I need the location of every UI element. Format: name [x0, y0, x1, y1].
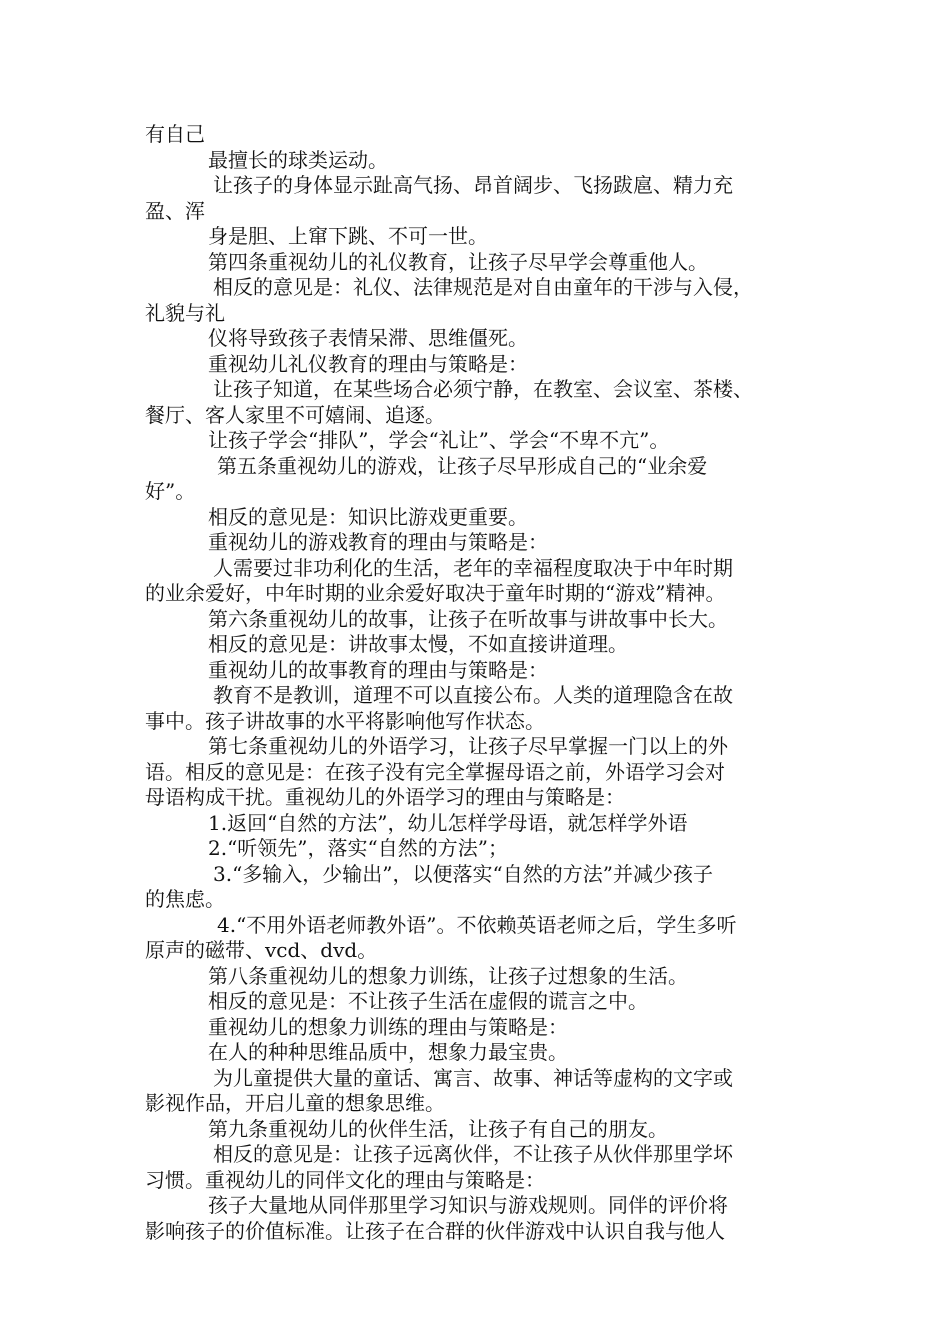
- text-line: 让孩子知道，在某些场合必须宁静，在教室、会议室、茶楼、: [213, 377, 753, 401]
- text-line: 有自己: [145, 122, 205, 146]
- text-line: 1.返回“自然的方法”，幼儿怎样学母语，就怎样学外语: [208, 810, 688, 835]
- text-line: 好”。: [145, 479, 196, 503]
- text-line: 第七条重视幼儿的外语学习，让孩子尽早掌握一门以上的外: [208, 734, 728, 758]
- document-body: [145, 122, 815, 1244]
- text-line: 的焦虑。: [145, 887, 225, 911]
- text-line: 2.“听领先”，落实“自然的方法”；: [208, 836, 508, 860]
- text-line: 相反的意见是：礼仪、法律规范是对自由童年的干涉与入侵，: [213, 275, 753, 299]
- text-line: 习惯。重视幼儿的同伴文化的理由与策略是：: [145, 1167, 545, 1192]
- text-line: 为儿童提供大量的童话、寓言、故事、神话等虚构的文字或: [213, 1065, 733, 1090]
- text-line: 身是胆、上窜下跳、不可一世。: [208, 224, 488, 248]
- text-line: 餐厅、客人家里不可嬉闹、追逐。: [145, 402, 445, 427]
- text-line: 第四条重视幼儿的礼仪教育，让孩子尽早学会尊重他人。: [208, 249, 708, 274]
- text-line: 重视幼儿的想象力训练的理由与策略是：: [208, 1014, 568, 1039]
- text-line: 重视幼儿礼仪教育的理由与策略是：: [208, 351, 528, 376]
- text-line: 人需要过非功利化的生活，老年的幸福程度取决于中年时期: [213, 555, 733, 580]
- text-line: 重视幼儿的游戏教育的理由与策略是：: [208, 530, 548, 554]
- text-line: 第五条重视幼儿的游戏，让孩子尽早形成自己的“业余爱: [217, 453, 708, 478]
- text-line: 3.“多输入，少输出”，以便落实“自然的方法”并减少孩子: [213, 861, 713, 886]
- text-line: 第六条重视幼儿的故事，让孩子在听故事与讲故事中长大。: [208, 606, 728, 631]
- text-line: 最擅长的球类运动。: [208, 147, 388, 172]
- text-line: 的业余爱好，中年时期的业余爱好取决于童年时期的“游戏”精神。: [145, 581, 726, 605]
- text-line: 相反的意见是：让孩子远离伙伴，不让孩子从伙伴那里学坏: [213, 1142, 733, 1166]
- text-line: 让孩子学会“排队”，学会“礼让”、学会“不卑不亢”。: [208, 428, 670, 452]
- text-line: 第九条重视幼儿的伙伴生活，让孩子有自己的朋友。: [208, 1116, 668, 1141]
- text-line: 影响孩子的价值标准。让孩子在合群的伙伴游戏中认识自我与他人: [145, 1218, 725, 1243]
- text-line: 在人的种种思维品质中，想象力最宝贵。: [208, 1040, 568, 1064]
- text-line: 影视作品，开启儿童的想象思维。: [145, 1091, 445, 1115]
- text-line: 教育不是教训，道理不可以直接公布。人类的道理隐含在故: [213, 683, 733, 707]
- text-line: 盈、浑: [145, 198, 205, 223]
- text-line: 语。相反的意见是：在孩子没有完全掌握母语之前，外语学习会对: [145, 759, 725, 784]
- text-line: 让孩子的身体显示趾高气扬、昂首阔步、飞扬跋扈、精力充: [213, 173, 733, 197]
- text-line: 4.“不用外语老师教外语”。不依赖英语老师之后，学生多听: [217, 912, 737, 937]
- text-line: 仪将导致孩子表情呆滞、思维僵死。: [208, 326, 528, 350]
- text-line: 事中。孩子讲故事的水平将影响他写作状态。: [145, 708, 545, 733]
- text-line: 原声的磁带、vcd、dvd。: [145, 938, 378, 962]
- text-line: 第八条重视幼儿的想象力训练，让孩子过想象的生活。: [208, 963, 688, 988]
- text-line: 相反的意见是：知识比游戏更重要。: [208, 504, 528, 529]
- text-line: 礼貌与礼: [145, 300, 225, 325]
- text-line: 重视幼儿的故事教育的理由与策略是：: [208, 657, 548, 682]
- text-line: 母语构成干扰。重视幼儿的外语学习的理由与策略是：: [145, 785, 625, 809]
- text-line: 孩子大量地从同伴那里学习知识与游戏规则。同伴的评价将: [208, 1193, 728, 1217]
- text-line: 相反的意见是：讲故事太慢，不如直接讲道理。: [208, 632, 628, 656]
- text-line: 相反的意见是：不让孩子生活在虚假的谎言之中。: [208, 989, 648, 1013]
